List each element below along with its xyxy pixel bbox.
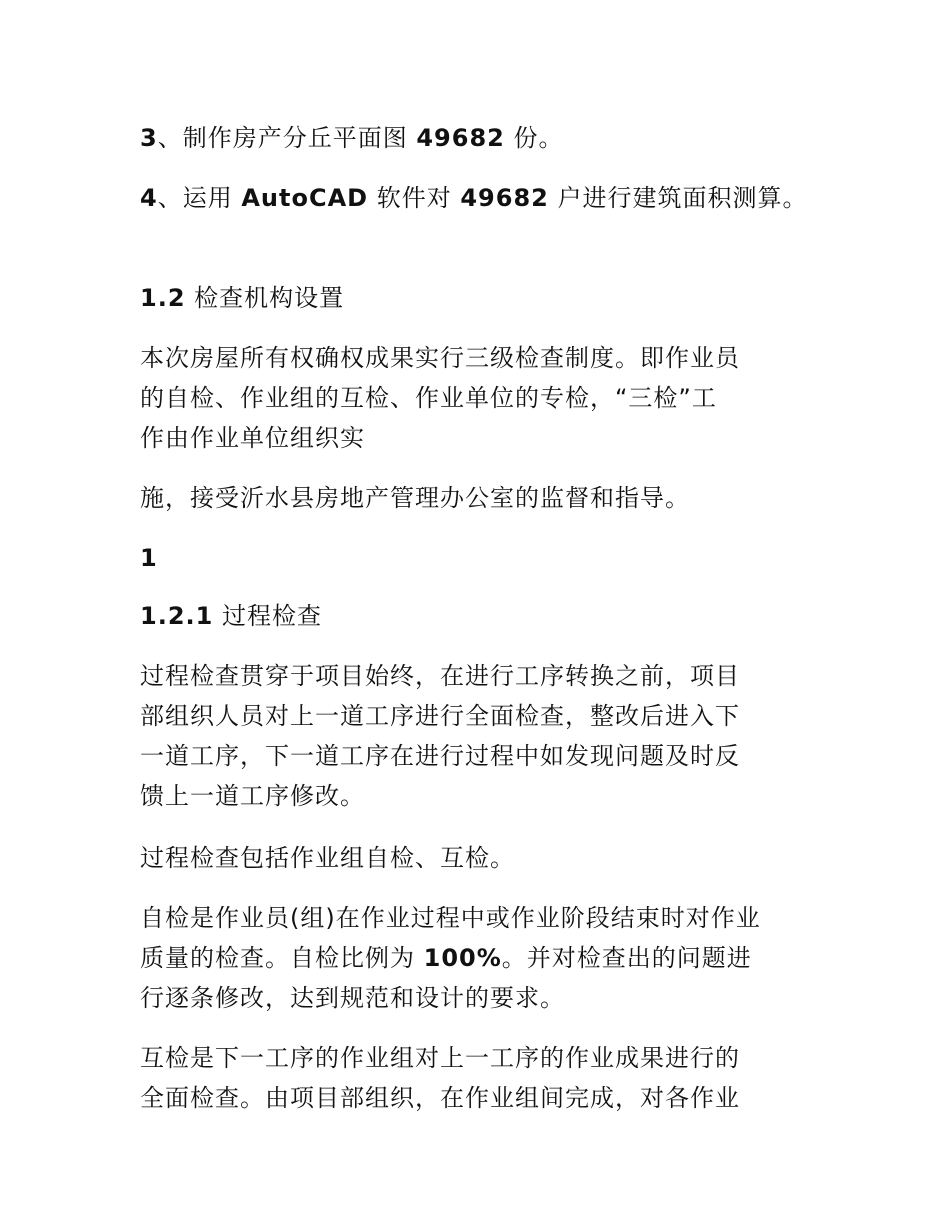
section-number: 1.2: [140, 284, 186, 312]
list-number: 3: [140, 124, 158, 152]
section-title: 过程检查: [213, 602, 322, 630]
paragraph-inspection-system: 本次房屋所有权确权成果实行三级检查制度。即作业员 的自检、作业组的互检、作业单位的专检，“三检”工 作由作业单位组织实: [140, 344, 740, 452]
paragraph-check-scope: 过程检查包括作业组自检、互检。: [140, 844, 515, 872]
section-title: 检查机构设置: [185, 284, 345, 312]
section-heading-1-2: [140, 278, 820, 318]
section-heading-1-2-1: [140, 596, 820, 636]
count-value: 49682: [460, 184, 549, 212]
percentage-value: 100%: [423, 944, 502, 972]
page-number: 1: [140, 544, 158, 572]
list-number: 4: [140, 184, 158, 212]
list-item-3: 3、制作房产分丘平面图 49682 份。: [140, 124, 564, 152]
paragraph-process-check: 过程检查贯穿于项目始终，在进行工序转换之前，项目 部组织人员对上一道工序进行全面检查，整改后进入下 一道工序，下一道工序在进行过程中如发现问题及时反 馈上一道工序修改。: [140, 662, 740, 810]
paragraph-mutual-check: 互检是下一工序的作业组对上一工序的作业成果进行的 全面检查。由项目部组织，在作业组间完成，对各作业: [140, 1044, 740, 1112]
list-item-4: 4、运用 AutoCAD 软件对 49682 户进行建筑面积测算。: [140, 184, 808, 212]
paragraph-supervision: 施，接受沂水县房地产管理办公室的监督和指导。: [140, 484, 690, 512]
paragraph-self-check: 自检是作业员(组)在作业过程中或作业阶段结束时对作业 质量的检查。自检比例为 100%。并对检查出的问题进 行逐条修改，达到规范和设计的要求。: [140, 904, 761, 1012]
section-number: 1.2.1: [140, 602, 214, 630]
software-name: AutoCAD: [241, 184, 369, 212]
count-value: 49682: [416, 124, 505, 152]
